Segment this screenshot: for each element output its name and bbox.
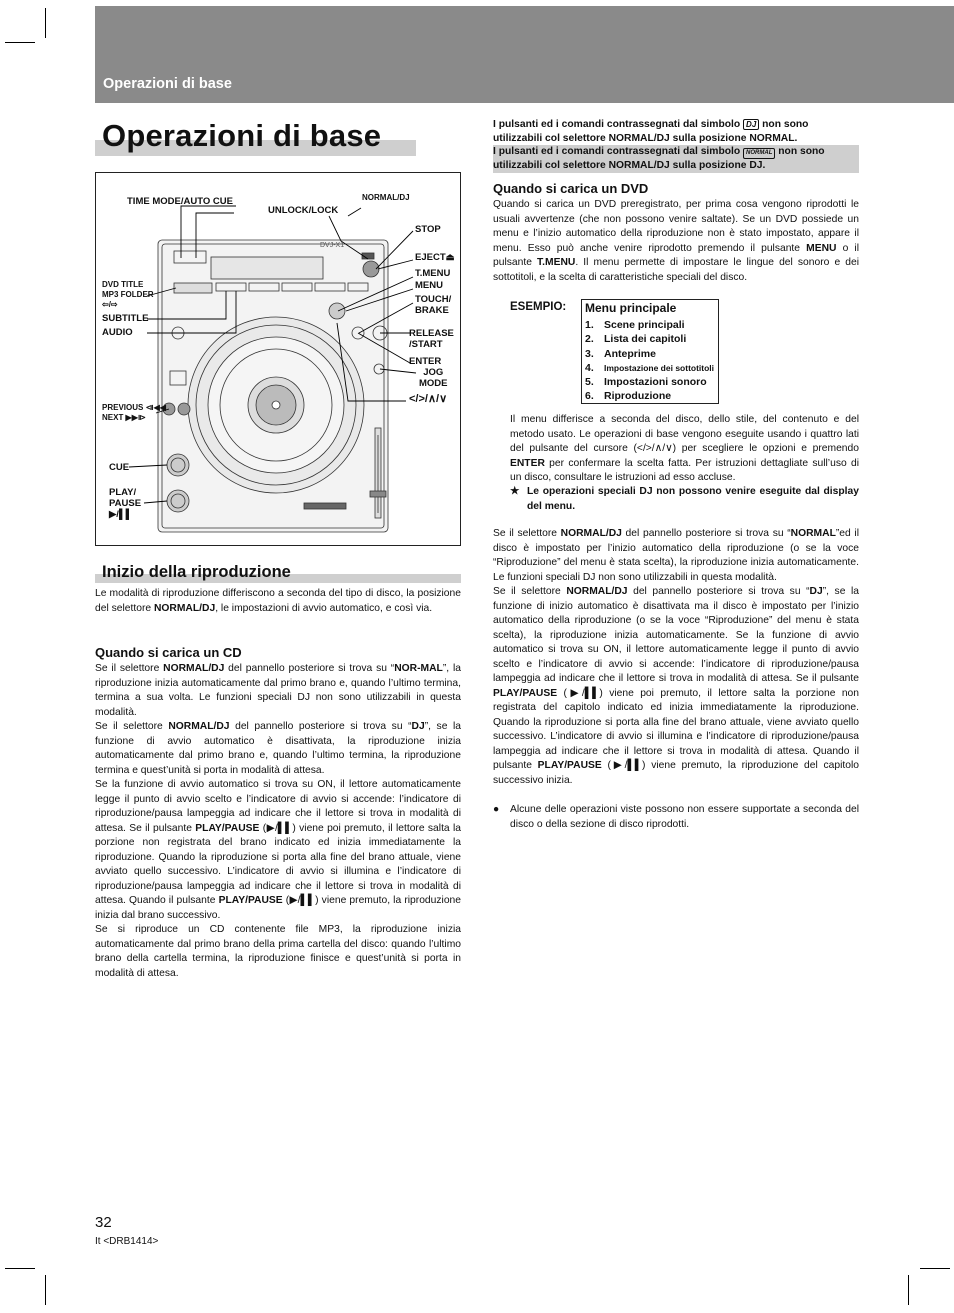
notice-block [493, 118, 859, 173]
dvd-body-2 [493, 527, 859, 788]
cd-p1 [95, 662, 461, 720]
audio-callout: AUDIO [102, 327, 133, 338]
crop-mark [45, 8, 46, 38]
document-ref: It <DRB1414> [95, 1236, 159, 1247]
text: del pannello posteriore si trova su “ [224, 663, 395, 674]
stop-callout: STOP [415, 224, 441, 235]
cd-p2 [95, 720, 461, 778]
enter-callout: ENTER [409, 356, 442, 367]
text-bold: DJ [411, 721, 425, 732]
text-bold: PLAY/PAUSE [218, 895, 283, 906]
bullet-text: Alcune delle operazioni viste possono non essere supportate a seconda del disco o della sezione di disco riprodotti. [510, 804, 859, 830]
dvd-p2 [510, 413, 859, 486]
menu-item [585, 332, 714, 346]
touch-brake-line2: BRAKE [415, 305, 449, 316]
eject-callout: EJECT⏏ [415, 252, 455, 263]
tmenu-callout: T.MENU [415, 268, 451, 279]
page-title-block [95, 118, 416, 158]
text: del pannello posteriore si trova su “ [627, 586, 810, 597]
crop-mark [5, 1268, 35, 1269]
dj-symbol-icon: DJ [743, 119, 759, 130]
text: . Il menu permette di impostare le lingue del sonoro e dei sottotitoli, e la scelta di caratteristiche speciali del disco. [493, 257, 859, 283]
crop-mark [45, 1275, 46, 1305]
crop-mark [5, 42, 35, 43]
star-item [510, 485, 859, 514]
cd-p4: Se si riproduce un CD contenente file MP3, la riproduzione inizia automaticamente dal primo brano della prima cartella del disco: quando l’ultimo brano della cartella termina, la riproduzione finisce e quest’unità si porta in modalità di attesa. [95, 924, 461, 979]
text: ”ed il disco è impostato per l’inizio automatico della riproduzione (o se la voce “Riproduzione” del menu è stata scelta), la riproduzione inizia automaticamente. Le funzioni speciali DJ non sono utilizzabili in questa modalità. [493, 528, 859, 583]
unlock-lock-callout: UNLOCK/LOCK [268, 205, 339, 216]
menu-callout: MENU [415, 280, 443, 291]
text: Se il selettore [95, 663, 164, 674]
menu-list [585, 318, 714, 404]
text: (▶/▌▌) viene premuto, la riproduzione inizia dal brano successivo. [95, 895, 461, 921]
text: ”, la riproduzione inizia automaticamente dal primo brano e, quando l’ultimo termina, termina a sua volta. Le funzioni speciali DJ non sono utilizzabili in questa modalità. [95, 663, 461, 718]
touch-brake-callout [415, 294, 451, 316]
notice-text: I pulsanti ed i comandi contrassegnati dal simbolo [493, 119, 744, 130]
text-bold: NORMAL [790, 528, 836, 539]
previous-next-callout [102, 403, 166, 423]
menu-item-num: 2. [585, 333, 594, 346]
dvd-title-callout [102, 280, 154, 310]
menu-item-num: 4. [585, 361, 594, 374]
dvd-star-note [510, 485, 859, 514]
release-line1: RELEASE [409, 328, 454, 339]
dvd-p1 [493, 198, 859, 285]
text: Se il selettore [95, 721, 169, 732]
play-line3: ▶/▌▌ [109, 509, 133, 520]
text-bold: NORMAL/DJ [566, 586, 628, 597]
text-bold: NORMAL/DJ [560, 528, 622, 539]
esempio-label: ESEMPIO: [510, 301, 567, 313]
text: o il pulsante [493, 242, 859, 268]
text-bold: PLAY/PAUSE [493, 687, 558, 699]
menu-item-num: 5. [585, 376, 594, 389]
crop-mark [908, 1275, 909, 1305]
text-bold: NORMAL/DJ [153, 602, 216, 614]
dvd-bullet-note [493, 803, 859, 832]
text: (▶/▌▌) viene poi premuto, il lettore salta la porzione non registrata del brano indicato ed inizia immediatamente la riproduzione. Quando la riproduzione si porta alla fine del brano attuale, viene avviato quello successivo. L’indicatore di avvio si illumina e l’indicatore di riproduzione/pausa lampeggia ad indicare che il lettore si trova in modalità di attesa. Quando il pulsante [95, 822, 461, 906]
text: ”, se la funzione di avvio automatico è disattivata, la riproduzione inizia automaticamente dal primo brano e, quando l’ultimo termina, la riproduzione termina e quest’unità si porta in modalità di attesa. [95, 721, 461, 776]
release-start-callout [409, 328, 454, 350]
jog-mode-callout [419, 367, 448, 389]
heading-dvd: Quando si carica un DVD [493, 181, 649, 196]
menu-item-label: Impostazione dei sottotitoli [604, 362, 715, 373]
text: Le modalità di riproduzione differiscono a seconda del tipo di disco, la posizione del selettore [95, 588, 461, 614]
text: per confermare la scelta fatta. Per istruzioni dettagliate sull’uso di un disco, consultare le istruzioni ad esso accluse. [510, 457, 859, 483]
text-bold: DJ [809, 586, 823, 597]
cursor-arrows-callout: </>/∧/∨ [409, 393, 448, 405]
menu-title: Menu principale [585, 301, 677, 315]
text: (▶/▌▌) viene poi premuto, il lettore salta la porzione non registrata del capitolo indicato ed inizia immediatamente la riproduzione. Quando la riproduzione si porta alla fine del brano attuale, viene avviato quello successivo. L’indicatore di avvio si illumina e l’indicatore di riproduzione/pausa lampeggia ad indicare che il lettore si trova in modalità di attesa. Quando il pulsante [493, 687, 859, 771]
section-heading-inizio [95, 563, 461, 583]
text-bold: T.MENU [537, 257, 576, 268]
text: Il menu differisce a seconda del disco, dello stile, del contenuto e del metodo usato. Le operazioni di base vengono eseguite usando i quattro lati del pulsante del cursore (</>/∧/∨) per scegliere le opzioni e premendo [510, 414, 859, 454]
menu-item [585, 375, 714, 389]
release-line2: /START [409, 339, 443, 350]
text: del pannello posteriore si trova su “ [229, 721, 412, 732]
play-line2: PAUSE [109, 498, 142, 509]
bullet-item [493, 803, 859, 832]
text-bold: ENTER [510, 457, 545, 469]
text: Se il selettore [493, 586, 567, 597]
jog-line1: JOG [423, 367, 444, 378]
text-bold: MENU [806, 242, 837, 254]
text-bold: NOR-MAL [394, 663, 443, 674]
header-band [95, 6, 954, 103]
heading-inizio: Inizio della riproduzione [102, 563, 291, 581]
player-illustration [96, 173, 462, 547]
menu-item-num: 3. [585, 347, 594, 360]
time-mode-callout: TIME MODE/AUTO CUE [127, 196, 233, 207]
cue-callout: CUE [109, 462, 130, 473]
text-bold: NORMAL/DJ [163, 663, 225, 674]
cd-p3 [95, 778, 461, 923]
menu-item [585, 318, 714, 332]
normal-dj-callout: NORMAL/DJ [362, 193, 410, 202]
bullet-icon: ● [493, 804, 500, 815]
next-line: NEXT ▶▶⧐ [102, 413, 146, 422]
menu-item-label: Anteprime [604, 347, 656, 360]
dvd-p3 [493, 527, 859, 585]
section-title: Operazioni di base [103, 76, 232, 92]
page-title: Operazioni di base [102, 118, 382, 153]
menu-item [585, 361, 714, 375]
mp3-folder-line: MP3 FOLDER [102, 290, 154, 299]
text-bold: PLAY/PAUSE [195, 822, 260, 834]
text: (▶/▌▌) viene premuto, la riproduzione del capitolo successivo inizia. [493, 760, 860, 786]
play-line1: PLAY/ [109, 487, 137, 498]
text: ”, se la funzione di inizio automatico è disattivata ma il disco è impostato per l’inizio automatico della riproduzione (o se la voce “Riproduzione” del menu è stata scelta), la riproduzione inizia automaticamente. Se la funzione di avvio automatico si trova su ON, il lettore automaticamente legge il punto di avvio scelto e l’indicatore di avvio si accende: l’indicatore di riproduzione/pausa lampeggia ad indicare che il lettore si trova in modalità di attesa. Se il pulsante [493, 586, 859, 684]
cd-body [95, 662, 461, 981]
dvd-p4 [493, 585, 859, 788]
menu-item [585, 389, 714, 403]
star-text: Le operazioni speciali DJ non possono venire eseguite dal display del menu. [527, 486, 859, 512]
star-icon: ★ [510, 486, 520, 497]
page-number: 32 [95, 1214, 112, 1231]
menu-item-label: Riproduzione [604, 390, 672, 403]
notice-text: I pulsanti ed i comandi contrassegnati dal simbolo [493, 146, 744, 157]
previous-line: PREVIOUS ⧏◀◀ [102, 403, 166, 412]
menu-item-num: 1. [585, 319, 594, 331]
menu-item-label: Lista dei capitoli [604, 333, 687, 346]
menu-item [585, 347, 714, 361]
menu-box [581, 299, 719, 404]
notice-text: non sono utilizzabili col selettore NORMAL/DJ sulla posizione DJ. [493, 146, 825, 171]
touch-brake-line1: TOUCH/ [415, 294, 452, 305]
menu-item-label: Impostazioni sonoro [604, 376, 707, 389]
text-bold: PLAY/PAUSE [537, 760, 602, 771]
crop-mark [920, 1268, 950, 1269]
text: del pannello posteriore si trova su “ [621, 528, 791, 539]
model-label: DVJ-X1 [320, 242, 345, 249]
text: Se il selettore [493, 528, 561, 539]
notice-normal [493, 118, 859, 145]
jog-line2: MODE [419, 378, 448, 389]
dvd-title-line: DVD TITLE [102, 280, 144, 289]
text-bold: NORMAL/DJ [168, 721, 230, 732]
inizio-intro [95, 587, 461, 616]
menu-item-label: Scene principali [604, 319, 685, 331]
play-pause-callout [109, 487, 141, 520]
menu-item-num: 6. [585, 390, 594, 403]
subtitle-callout: SUBTITLE [102, 313, 149, 324]
text: Se la funzione di avvio automatico si trova su ON, il lettore automaticamente legge il punto di avvio scelto e l’indicatore di avvio si accende: l’indicatore di riproduzione/pausa lampeggia ad indicare che il lettore si trova in modalità di attesa. Se il pulsante [95, 779, 461, 834]
notice-dj [493, 145, 859, 173]
normal-symbol-icon: NORMAL [743, 148, 775, 159]
text: , le impostazioni di avvio automatico, e così via. [215, 602, 433, 614]
folder-arrows-line: ⇦/⇨ [102, 300, 118, 309]
heading-cd: Quando si carica un CD [95, 645, 242, 660]
notice-text: non sono utilizzabili col selettore NORMAL/DJ sulla posizione NORMAL. [493, 119, 809, 144]
text: Quando si carica un DVD preregistrato, per prima cosa vengono riprodotti le usuali avvertenze (che non possono venire saltate). Se un DVD possiede un menu e l’inizio automatico della riproduzione non è stato impostato, appare il menu. Esso può anche venire riprodotto premendo il pulsante [493, 199, 859, 254]
player-figure [95, 172, 461, 546]
